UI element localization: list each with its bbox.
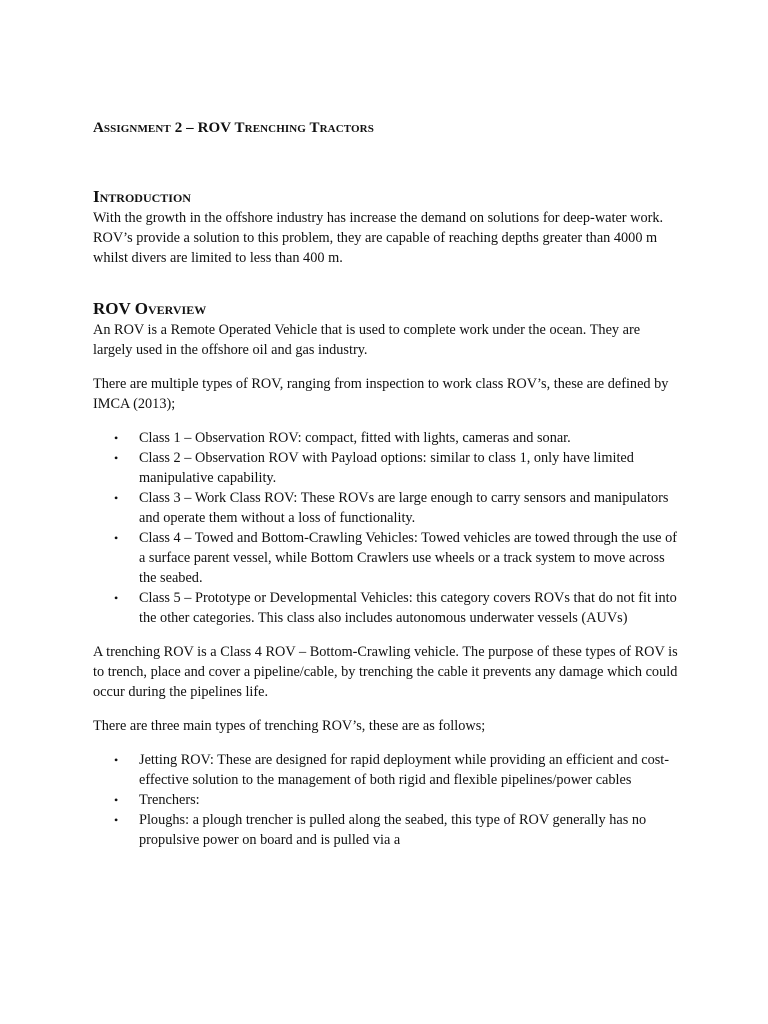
list-item [93,488,683,528]
document-body [93,118,683,850]
list-item [93,428,683,448]
bullet-icon: • [114,451,119,465]
overview-paragraph-1: An ROV is a Remote Operated Vehicle that is used to complete work under the ocean. They are largely used in the offshore oil and gas industry. [93,322,641,358]
list-item-text: Class 2 – Observation ROV with Payload options: similar to class 1, only have limited manipulative capability. [139,450,634,486]
bullet-icon: • [114,491,119,505]
list-item [93,448,683,488]
introduction-paragraph: With the growth in the offshore industry has increase the demand on solutions for deep-water work. ROV’s provide a solution to this problem, they are capable of reaching depths greater than 4000 m whilst divers are limited to less than 400 m. [93,210,664,266]
bullet-icon: • [114,531,119,545]
list-item [93,528,683,588]
bullet-icon: • [114,431,119,445]
overview-paragraph-3: A trenching ROV is a Class 4 ROV – Bottom-Crawling vehicle. The purpose of these types of ROV is to trench, place and cover a pipeline/cable, by trenching the cable it prevents any damage which could occur during the pipelines life. [93,644,678,700]
rov-class-list [93,428,683,628]
list-item-text: Jetting ROV: These are designed for rapid deployment while providing an efficient and cost-effective solution to the management of both rigid and flexible pipelines/power cables [139,752,670,788]
list-item [93,750,683,790]
overview-heading: ROV Overview [93,299,207,318]
document-title: Assignment 2 – ROV Trenching Tractors [93,120,374,136]
list-item [93,588,683,628]
bullet-icon: • [114,753,119,767]
bullet-icon: • [114,793,119,807]
introduction-heading: Introduction [93,187,191,206]
overview-paragraph-2: There are multiple types of ROV, ranging from inspection to work class ROV’s, these are defined by IMCA (2013); [93,376,669,412]
list-item [93,790,683,810]
list-item-text: Class 4 – Towed and Bottom-Crawling Vehicles: Towed vehicles are towed through the use of a surface parent vessel, while Bottom Crawlers use wheels or a track system to move across the seabed. [139,530,678,586]
trenching-type-list [93,750,683,850]
list-item-text: Ploughs: a plough trencher is pulled along the seabed, this type of ROV generally has no propulsive power on board and is pulled via a [139,812,647,848]
list-item [93,810,683,850]
list-item-text: Class 3 – Work Class ROV: These ROVs are large enough to carry sensors and manipulators and operate them without a loss of functionality. [139,490,669,526]
list-item-text: Trenchers: [139,792,200,808]
list-item-text: Class 1 – Observation ROV: compact, fitted with lights, cameras and sonar. [139,430,571,446]
overview-paragraph-4: There are three main types of trenching ROV’s, these are as follows; [93,718,486,734]
bullet-icon: • [114,591,119,605]
bullet-icon: • [114,813,119,827]
list-item-text: Class 5 – Prototype or Developmental Vehicles: this category covers ROVs that do not fit into the other categories. This class also includes autonomous underwater vessels (AUVs) [139,590,677,626]
